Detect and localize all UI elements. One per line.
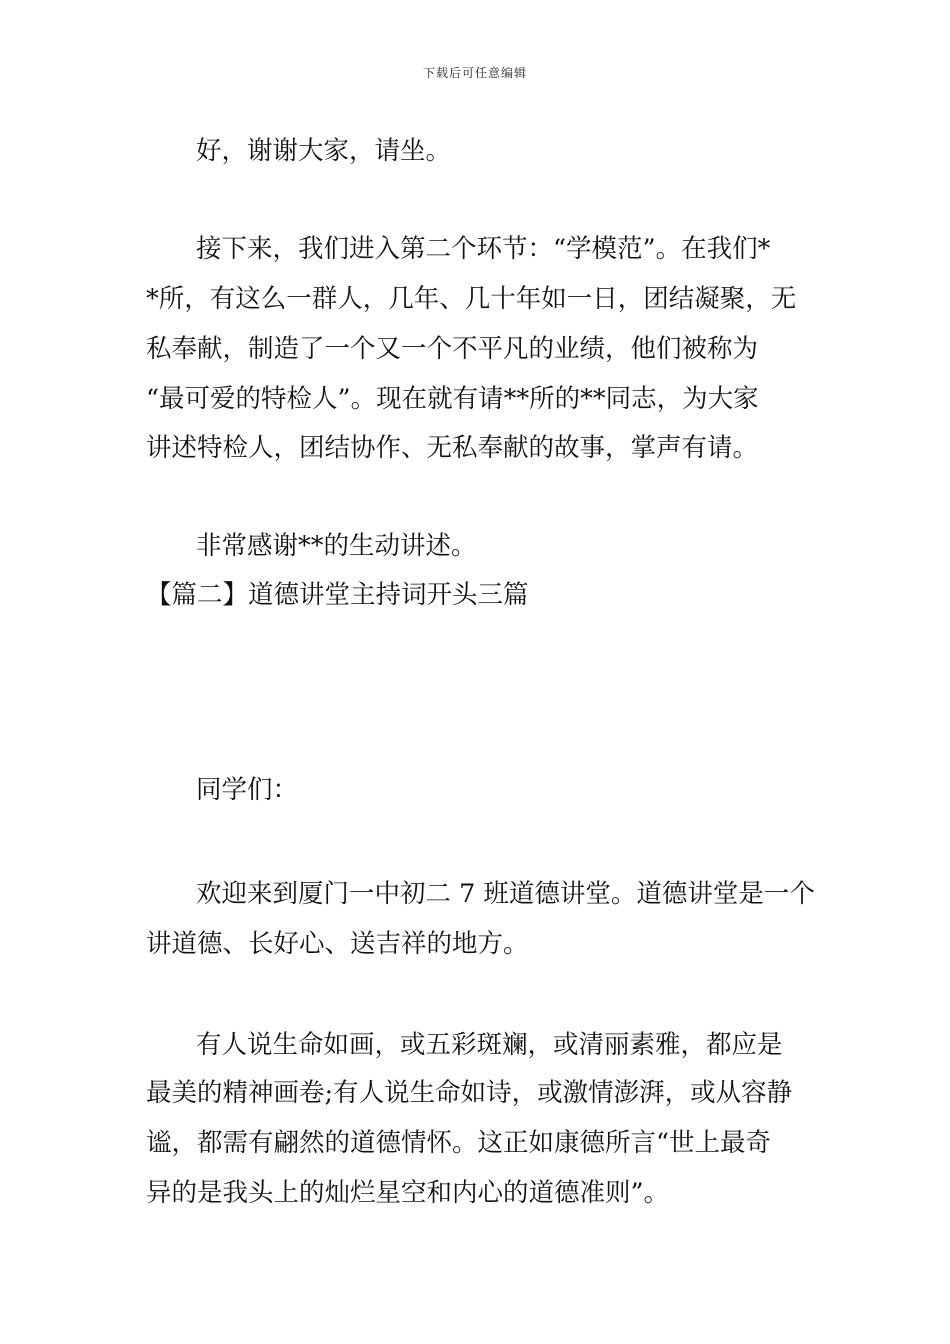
paragraph-line: 同学们：: [196, 775, 299, 805]
paragraph-line: 接下来，我们进入第二个环节：“学模范”。在我们*: [196, 234, 771, 264]
paragraph-line: *所，有这么一群人，几年、几十年如一日，团结凝聚，无: [146, 284, 797, 314]
paragraph-line: 讲道德、长好心、送吉祥的地方。: [146, 929, 529, 959]
paragraph-line: 私奉献，制造了一个又一个不平凡的业绩，他们被称为: [146, 334, 759, 364]
paragraph-line: 好，谢谢大家，请坐。: [196, 136, 452, 166]
paragraph-line: 谧，都需有翩然的道德情怀。这正如康德所言“世上最奇: [146, 1128, 772, 1158]
paragraph-line: 非常感谢**的生动讲述。: [196, 531, 477, 561]
section-heading: 【篇二】道德讲堂主持词开头三篇: [146, 580, 529, 610]
paragraph-line: 欢迎来到厦门一中初二 7 班道德讲堂。道德讲堂是一个: [196, 879, 815, 909]
paragraph-line: 异的是我头上的灿烂星空和内心的道德准则”。: [146, 1178, 670, 1208]
paragraph-line: 有人说生命如画，或五彩斑斓，或清丽素雅，都应是: [196, 1030, 783, 1060]
paragraph-line: 讲述特检人，团结协作、无私奉献的故事，掌声有请。: [146, 433, 759, 463]
paragraph-line: 最美的精神画卷;有人说生命如诗，或激情澎湃，或从容静: [146, 1078, 793, 1108]
paragraph-line: “最可爱的特检人”。现在就有请**所的**同志，为大家: [146, 384, 759, 414]
page-header: 下载后可任意编辑: [422, 66, 527, 80]
